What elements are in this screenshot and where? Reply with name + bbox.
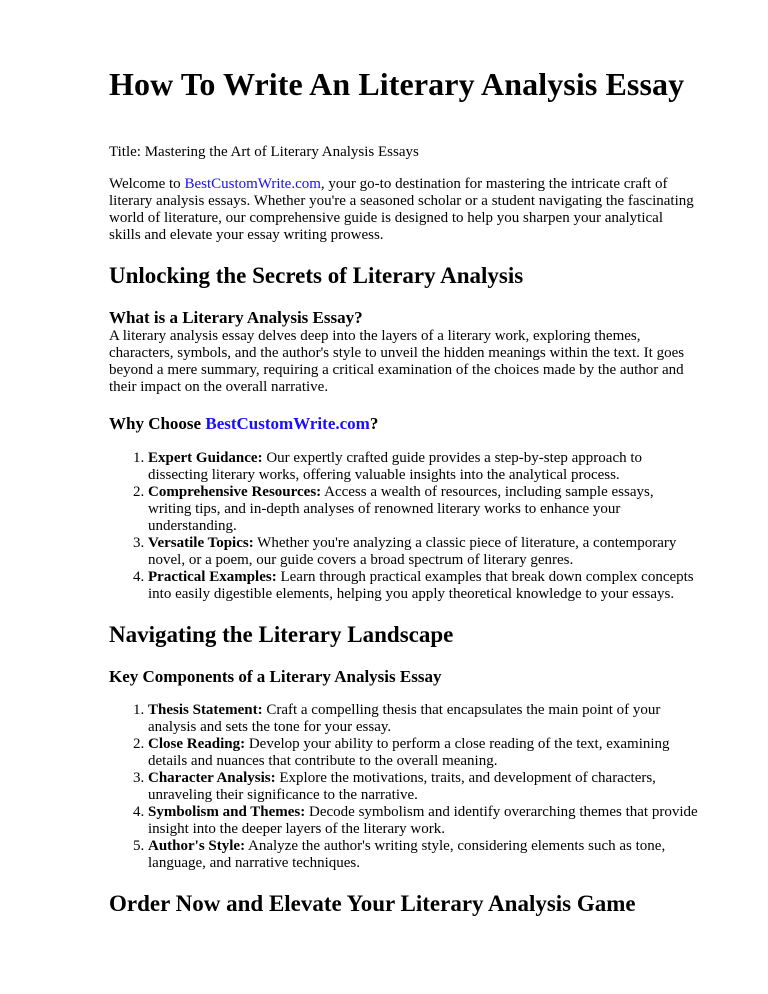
why-choose-suffix: ? xyxy=(369,414,379,433)
key-components-list xyxy=(109,702,698,872)
list-item-text: Develop your ability to perform a close reading of the text, examining details and nuances that contribute to the overall meaning. xyxy=(148,736,670,769)
intro-text-before: Welcome to xyxy=(109,176,185,192)
list-item-term: Comprehensive Resources: xyxy=(148,484,322,500)
intro-text-after: , your go-to destination for mastering the intricate craft of literary analysis essays. Whether you're a seasoned scholar or a student navigating the fascinating world of literature, our comprehensive guide is designed to help you sharpen your analytical skills and elevate your essay writing prowess. xyxy=(109,176,694,243)
section-heading-navigating: Navigating the Literary Landscape xyxy=(109,622,454,647)
list-item-text: Explore the motivations, traits, and development of characters, unraveling their significance to the narrative. xyxy=(148,770,656,803)
list-item xyxy=(148,838,698,872)
subheading-what-is: What is a Literary Analysis Essay? xyxy=(109,308,363,327)
list-item xyxy=(148,702,698,736)
document-subtitle: Title: Mastering the Art of Literary Analysis Essays xyxy=(109,144,419,160)
list-item xyxy=(148,770,698,804)
list-item-text: Analyze the author's writing style, considering elements such as tone, language, and narrative techniques. xyxy=(148,838,666,871)
why-choose-prefix: Why Choose xyxy=(109,414,206,433)
list-item-term: Practical Examples: xyxy=(148,569,277,585)
list-item-text: Learn through practical examples that break down complex concepts into easily digestible elements, helping you apply theoretical knowledge to your essays. xyxy=(148,569,694,602)
list-item xyxy=(148,569,698,603)
list-item-text: Craft a compelling thesis that encapsulates the main point of your analysis and sets the tone for your essay. xyxy=(148,702,661,735)
list-item-text: Whether you're analyzing a classic piece of literature, a contemporary novel, or a poem, our guide covers a broad spectrum of literary genres. xyxy=(148,535,677,568)
why-choose-site-link[interactable]: BestCustomWrite.com xyxy=(205,414,370,433)
list-item-term: Expert Guidance: xyxy=(148,450,263,466)
what-is-paragraph: A literary analysis essay delves deep into the layers of a literary work, exploring themes, characters, symbols, and the author's style to unveil the hidden meanings within the text. It goes beyond a mere summary, requiring a critical examination of the choices made by the author and their impact on the overall narrative. xyxy=(109,328,685,395)
subheading-key-components: Key Components of a Literary Analysis Essay xyxy=(109,667,442,686)
list-item xyxy=(148,804,698,838)
intro-paragraph xyxy=(109,176,698,244)
intro-site-link[interactable]: BestCustomWrite.com xyxy=(184,176,321,192)
list-item-term: Thesis Statement: xyxy=(148,702,263,718)
page-title: How To Write An Literary Analysis Essay xyxy=(109,66,685,102)
list-item xyxy=(148,450,698,484)
list-item xyxy=(148,535,698,569)
list-item-term: Character Analysis: xyxy=(148,770,276,786)
why-choose-list xyxy=(109,450,698,603)
list-item-term: Symbolism and Themes: xyxy=(148,804,306,820)
section-heading-unlocking: Unlocking the Secrets of Literary Analysis xyxy=(109,263,524,288)
subheading-why-choose xyxy=(109,414,698,434)
list-item xyxy=(148,736,698,770)
list-item-term: Author's Style: xyxy=(148,838,246,854)
list-item xyxy=(148,484,698,535)
list-item-term: Versatile Topics: xyxy=(148,535,254,551)
list-item-term: Close Reading: xyxy=(148,736,246,752)
list-item-text: Our expertly crafted guide provides a step-by-step approach to dissecting literary works, offering valuable insights into the analytical process. xyxy=(148,450,643,483)
section-heading-order-now: Order Now and Elevate Your Literary Analysis Game xyxy=(109,891,636,916)
list-item-text: Access a wealth of resources, including sample essays, writing tips, and in-depth analyses of renowned literary works to enhance your understanding. xyxy=(148,484,654,534)
list-item-text: Decode symbolism and identify overarching themes that provide insight into the deeper layers of the literary work. xyxy=(148,804,698,837)
